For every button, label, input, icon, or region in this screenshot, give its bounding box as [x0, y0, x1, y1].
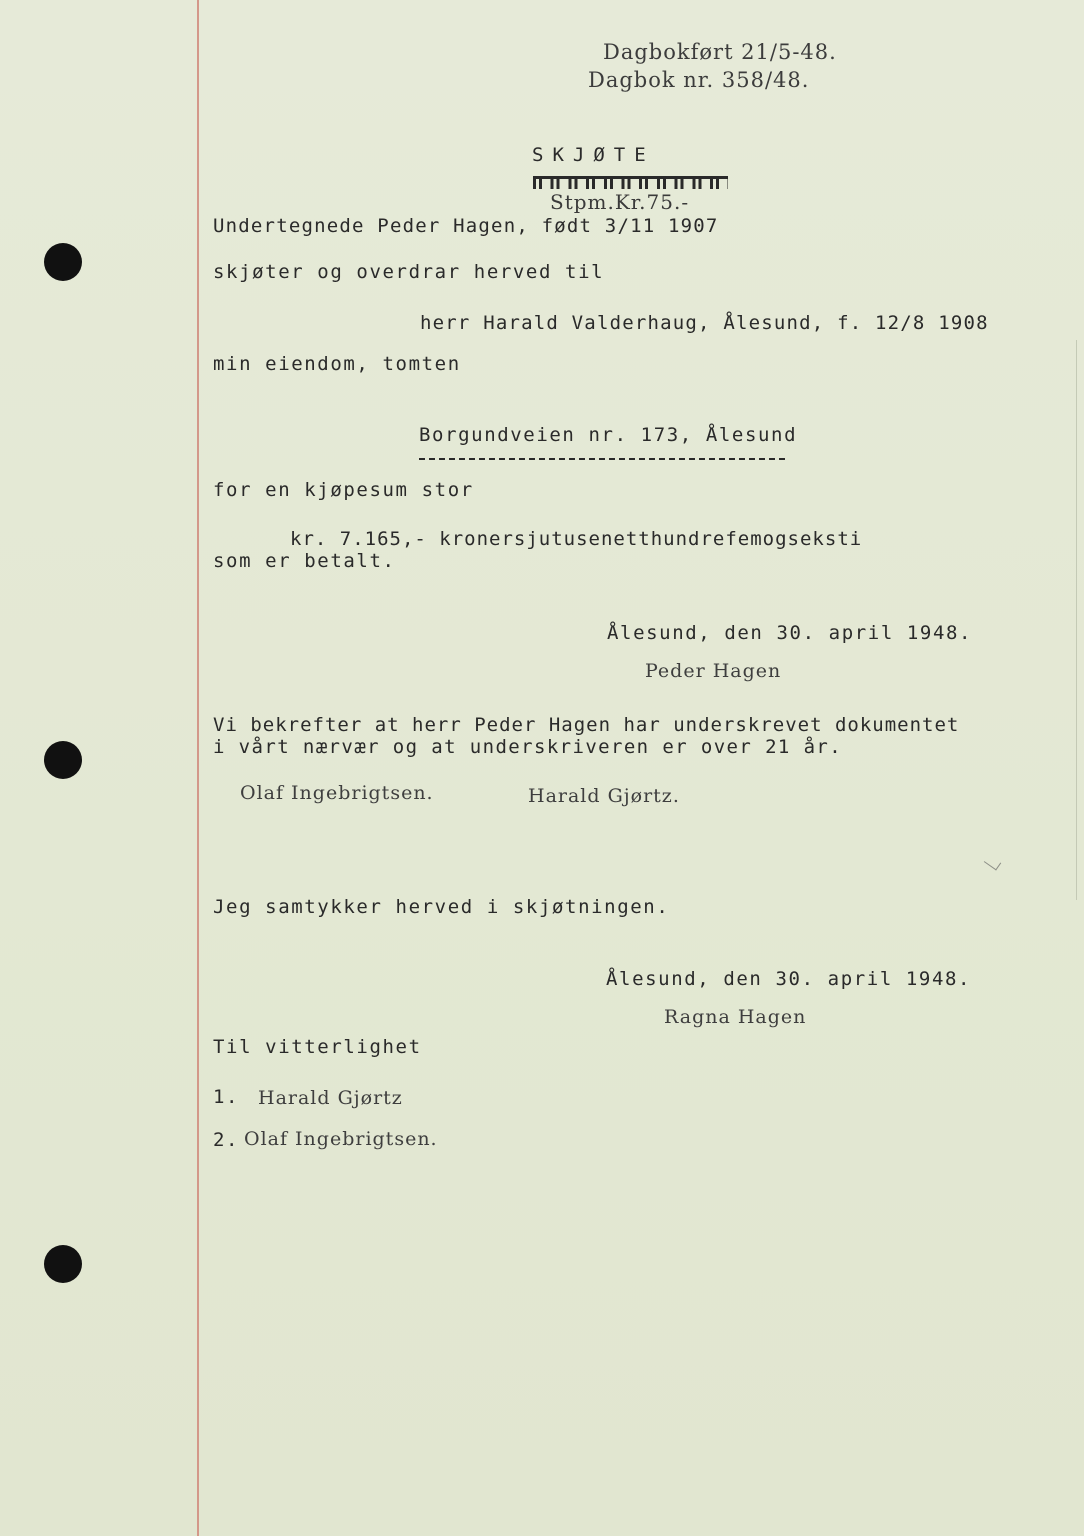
dagbok-number-note: Dagbok nr. 358/48. — [588, 68, 810, 92]
body-line-property-intro: min eiendom, tomten — [213, 353, 461, 375]
body-line-grantor: Undertegnede Peder Hagen, født 3/11 1907 — [213, 215, 719, 237]
witness-list-name-2: Olaf Ingebrigtsen. — [244, 1128, 438, 1150]
body-line-price-intro: for en kjøpesum stor — [213, 479, 474, 501]
signing-place-date-1: Ålesund, den 30. april 1948. — [607, 622, 973, 644]
signing-place-date-2: Ålesund, den 30. april 1948. — [606, 968, 972, 990]
margin-line — [197, 0, 199, 1536]
signature-peder-hagen: Peder Hagen — [645, 660, 782, 682]
body-line-conveys: skjøter og overdrar herved til — [213, 261, 605, 283]
purchase-amount: kr. 7.165,- kronersjutusenetthundrefemogseksti — [290, 528, 863, 550]
property-address: Borgundveien nr. 173, Ålesund — [419, 424, 798, 446]
dagbokfort-note: Dagbokført 21/5-48. — [603, 40, 837, 64]
stamp-duty-note: Stpm.Kr.75.- — [550, 190, 690, 214]
witness-signature-harald: Harald Gjørtz. — [528, 785, 680, 807]
witness-list-number-2: 2. — [213, 1129, 240, 1151]
witness-list-name-1: Harald Gjørtz — [258, 1087, 403, 1109]
check-mark — [984, 855, 1001, 871]
witness-statement-line-1: Vi bekrefter at herr Peder Hagen har underskrevet dokumentet — [213, 714, 960, 736]
punch-hole-bottom — [44, 1245, 82, 1283]
consent-statement: Jeg samtykker herved i skjøtningen. — [213, 896, 670, 918]
title-underline-strikes — [533, 176, 728, 189]
document-title: SKJØTE — [532, 144, 655, 166]
punch-hole-middle — [44, 741, 82, 779]
body-line-grantee: herr Harald Valderhaug, Ålesund, f. 12/8 1908 — [420, 312, 989, 334]
page-edge-shadow — [1076, 340, 1077, 900]
witness-list-number-1: 1. — [213, 1086, 240, 1108]
punch-hole-top — [44, 243, 82, 281]
body-line-paid: som er betalt. — [213, 550, 396, 572]
witness-signature-olaf: Olaf Ingebrigtsen. — [240, 782, 434, 804]
witness-statement-line-2: i vårt nærvær og at underskriveren er over 21 år. — [213, 736, 843, 758]
property-address-underline — [419, 458, 785, 460]
signature-ragna-hagen: Ragna Hagen — [664, 1006, 807, 1028]
vitterlighet-heading: Til vitterlighet — [213, 1036, 422, 1058]
